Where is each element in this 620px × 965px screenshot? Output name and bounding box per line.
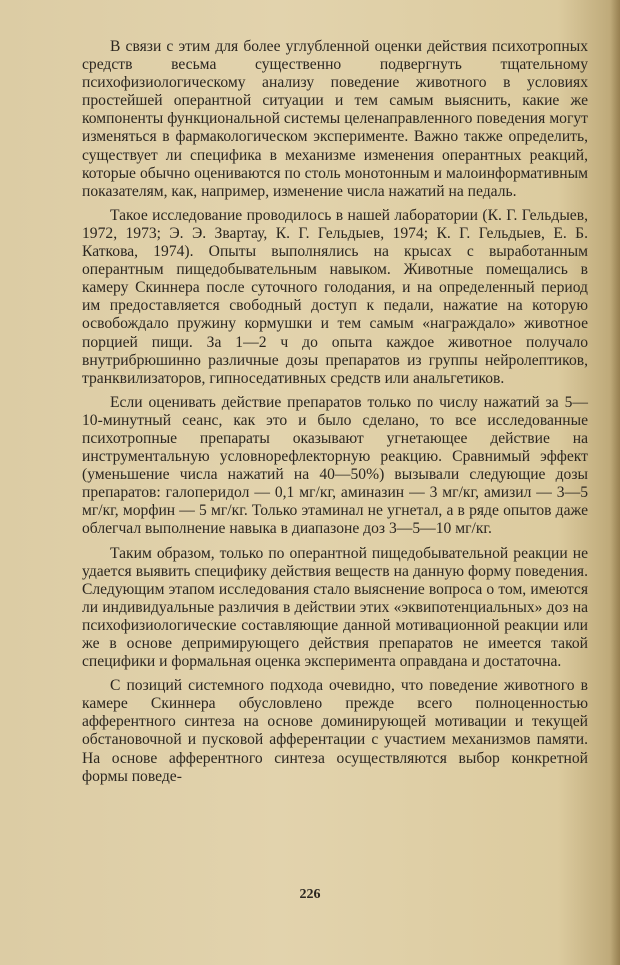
- paragraph-4: Таким образом, только по оперантной пищедобывательной реакции не удается выявить специфику действия веществ на данную форму поведения. Следующим этапом исследования стало выяснение вопроса о том, имеются ли индивидуальные различия в действии этих «эквипотенциальных» доз на психофизиологические составляющие данной мотивационной реакции или же в основе депримирующего действия препаратов не имеется такой специфики и формальная оценка эксперимента оправдана и достаточна.: [82, 544, 588, 671]
- paragraph-2: Такое исследование проводилось в нашей лаборатории (К. Г. Гельдыев, 1972, 1973; Э. Э. Звартау, К. Г. Гельдыев, 1974; К. Г. Гельдыев, Е. Б. Каткова, 1974). Опыты выполнялись на крысах с выработанным оперантным пищедобывательным навыком. Животные помещались в камеру Скиннера после суточного голодания, и на определенный период им предоставляется свободный доступ к педали, нажатие на которую освобождало пружину кормушки и тем самым «награждало» животное порцией пищи. За 1—2 ч до опыта каждое животное получало внутрибрюшинно различные дозы препаратов из группы нейролептиков, транквилизаторов, гипноседативных средств или анальгетиков.: [82, 206, 588, 387]
- paragraph-3: Если оценивать действие препаратов только по числу нажатий за 5—10-минутный сеанс, как это и было сделано, то все исследованные психотропные препараты оказывают угнетающее действие на инструментальную условнорефлекторную реакцию. Сравнимый эффект (уменьшение числа нажатий на 40—50%) вызывали следующие дозы препаратов: галоперидол — 0,1 мг/кг, аминазин — 3 мг/кг, амизил — 3—5 мг/кг, морфин — 5 мг/кг. Только этаминал не угнетал, а в ряде опытов даже облегчал выполнение навыка в диапазоне доз 3—5—10 мг/кг.: [82, 393, 588, 538]
- page-edge-shadow: [610, 0, 620, 965]
- page-number: 226: [299, 887, 321, 902]
- paragraph-5: С позиций системного подхода очевидно, что поведение животного в камере Скиннера обусловлено прежде всего полноценностью афферентного синтеза на основе доминирующей мотивации и текущей обстановочной и пусковой афферентации с участием механизмов памяти. На основе афферентного синтеза осуществляются выбор конкретной формы поведе-: [82, 677, 588, 785]
- body-text: [82, 38, 588, 792]
- paragraph-1: В связи с этим для более углубленной оценки действия психотропных средств весьма существенно подвергнуть тщательному психофизиологическому анализу поведение животного в условиях простейшей оперантной ситуации и тем самым выяснить, какие же компоненты функциональной системы целенаправленного поведения могут изменяться в фармакологическом эксперименте. Важно также определить, существует ли специфика в механизме изменения оперантных реакций, которые обычно оцениваются по столь монотонным и малоинформативным показателям, как, например, изменение числа нажатий на педаль.: [82, 38, 588, 200]
